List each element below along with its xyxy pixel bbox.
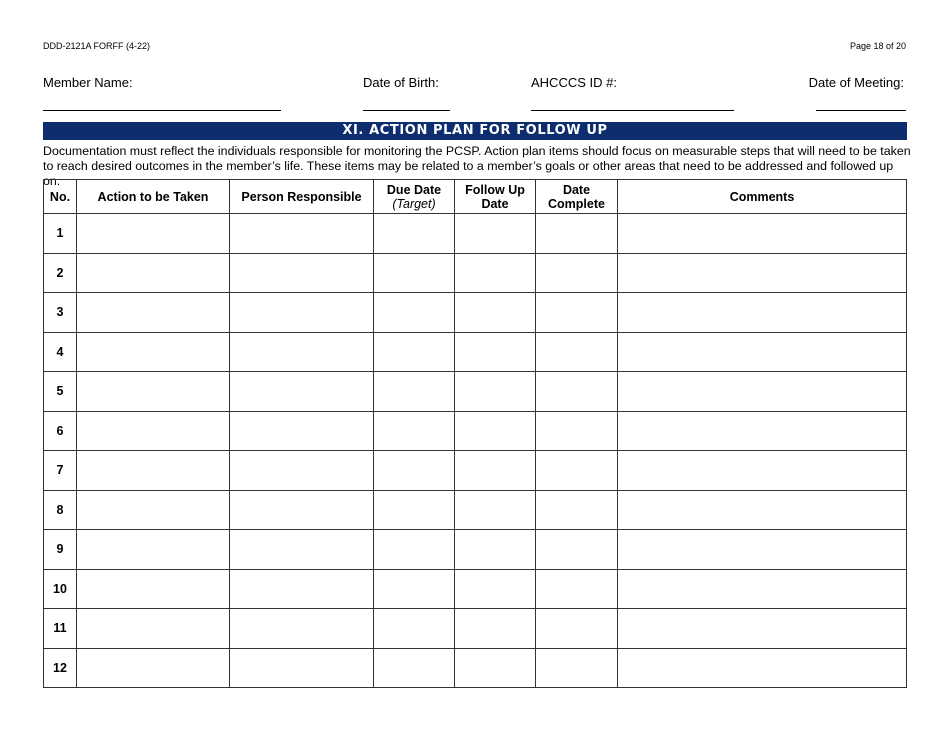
date-complete-cell[interactable]: [536, 648, 618, 688]
col-header-follow-up: [455, 180, 536, 214]
col-header-no: No.: [44, 180, 77, 214]
section-title: XI. ACTION PLAN FOR FOLLOW UP: [43, 122, 907, 140]
row-number: 7: [44, 451, 77, 491]
comments-cell[interactable]: [618, 214, 907, 254]
follow-up-date-cell[interactable]: [455, 253, 536, 293]
date-complete-title-line2: Complete: [548, 196, 605, 211]
due-date-cell[interactable]: [374, 451, 455, 491]
action-cell[interactable]: [77, 530, 230, 570]
follow-up-title-line2: Date: [481, 196, 509, 211]
comments-cell[interactable]: [618, 293, 907, 333]
follow-up-date-cell[interactable]: [455, 569, 536, 609]
row-number: 2: [44, 253, 77, 293]
comments-cell[interactable]: [618, 411, 907, 451]
follow-up-date-cell[interactable]: [455, 648, 536, 688]
member-name-field[interactable]: [43, 110, 281, 111]
follow-up-date-cell[interactable]: [455, 332, 536, 372]
date-of-meeting-field[interactable]: [816, 110, 906, 111]
person-cell[interactable]: [230, 609, 374, 649]
table-row: [44, 332, 907, 372]
ahcccs-id-label: AHCCCS ID #:: [531, 75, 617, 90]
follow-up-date-cell[interactable]: [455, 411, 536, 451]
action-plan-table: [43, 179, 907, 688]
due-date-cell[interactable]: [374, 411, 455, 451]
due-date-cell[interactable]: [374, 569, 455, 609]
person-cell[interactable]: [230, 253, 374, 293]
follow-up-date-cell[interactable]: [455, 490, 536, 530]
comments-cell[interactable]: [618, 609, 907, 649]
row-number: 9: [44, 530, 77, 570]
person-cell[interactable]: [230, 214, 374, 254]
row-number: 12: [44, 648, 77, 688]
person-cell[interactable]: [230, 451, 374, 491]
date-complete-cell[interactable]: [536, 569, 618, 609]
follow-up-title-line1: Follow Up: [465, 182, 525, 197]
date-complete-cell[interactable]: [536, 253, 618, 293]
ahcccs-id-field[interactable]: [531, 110, 734, 111]
col-header-comments: Comments: [618, 180, 907, 214]
form-code: DDD-2121A FORFF (4-22): [43, 41, 151, 51]
due-date-cell[interactable]: [374, 530, 455, 570]
table-header-row: [44, 180, 907, 214]
col-header-action: Action to be Taken: [77, 180, 230, 214]
person-cell[interactable]: [230, 332, 374, 372]
person-cell[interactable]: [230, 648, 374, 688]
date-complete-cell[interactable]: [536, 332, 618, 372]
person-cell[interactable]: [230, 490, 374, 530]
due-date-cell[interactable]: [374, 609, 455, 649]
action-cell[interactable]: [77, 214, 230, 254]
due-date-cell[interactable]: [374, 293, 455, 333]
person-cell[interactable]: [230, 411, 374, 451]
row-number: 5: [44, 372, 77, 412]
date-complete-cell[interactable]: [536, 214, 618, 254]
date-of-birth-label: Date of Birth:: [363, 75, 439, 90]
action-cell[interactable]: [77, 569, 230, 609]
follow-up-date-cell[interactable]: [455, 530, 536, 570]
row-number: 8: [44, 490, 77, 530]
date-complete-cell[interactable]: [536, 293, 618, 333]
date-of-birth-field[interactable]: [363, 110, 450, 111]
due-date-cell[interactable]: [374, 253, 455, 293]
due-date-cell[interactable]: [374, 332, 455, 372]
follow-up-date-cell[interactable]: [455, 372, 536, 412]
row-number: 3: [44, 293, 77, 333]
comments-cell[interactable]: [618, 253, 907, 293]
table-row: [44, 569, 907, 609]
date-complete-cell[interactable]: [536, 490, 618, 530]
table-row: [44, 451, 907, 491]
comments-cell[interactable]: [618, 569, 907, 609]
person-cell[interactable]: [230, 372, 374, 412]
comments-cell[interactable]: [618, 372, 907, 412]
person-cell[interactable]: [230, 530, 374, 570]
follow-up-date-cell[interactable]: [455, 214, 536, 254]
table-row: [44, 411, 907, 451]
col-header-person: Person Responsible: [230, 180, 374, 214]
date-of-meeting-label: Date of Meeting:: [808, 75, 904, 90]
table-row: [44, 530, 907, 570]
due-date-cell[interactable]: [374, 372, 455, 412]
row-number: 10: [44, 569, 77, 609]
table-row: [44, 648, 907, 688]
due-date-subtitle: (Target): [392, 196, 436, 211]
row-number: 4: [44, 332, 77, 372]
col-header-date-complete: [536, 180, 618, 214]
follow-up-date-cell[interactable]: [455, 293, 536, 333]
action-cell[interactable]: [77, 293, 230, 333]
person-cell[interactable]: [230, 293, 374, 333]
table-row: [44, 253, 907, 293]
date-complete-cell[interactable]: [536, 530, 618, 570]
date-complete-cell[interactable]: [536, 411, 618, 451]
due-date-cell[interactable]: [374, 214, 455, 254]
table-row: [44, 372, 907, 412]
row-number: 11: [44, 609, 77, 649]
action-cell[interactable]: [77, 490, 230, 530]
action-cell[interactable]: [77, 372, 230, 412]
action-cell[interactable]: [77, 411, 230, 451]
person-cell[interactable]: [230, 569, 374, 609]
action-cell[interactable]: [77, 609, 230, 649]
comments-cell[interactable]: [618, 530, 907, 570]
comments-cell[interactable]: [618, 332, 907, 372]
member-name-label: Member Name:: [43, 75, 133, 90]
due-date-cell[interactable]: [374, 490, 455, 530]
col-header-due-date: [374, 180, 455, 214]
table-row: [44, 490, 907, 530]
section-instructions: Documentation must reflect the individuals responsible for monitoring the PCSP. Action plan items should focus on measurable steps that will need to be taken to reach desired outcomes in the member’s life. These items may be related to a member’s goals or other areas that need to be addressed and followed up on.: [43, 144, 911, 188]
follow-up-date-cell[interactable]: [455, 609, 536, 649]
row-number: 1: [44, 214, 77, 254]
action-cell[interactable]: [77, 648, 230, 688]
action-cell[interactable]: [77, 253, 230, 293]
date-complete-cell[interactable]: [536, 609, 618, 649]
table-row: [44, 214, 907, 254]
comments-cell[interactable]: [618, 648, 907, 688]
comments-cell[interactable]: [618, 451, 907, 491]
date-complete-cell[interactable]: [536, 372, 618, 412]
date-complete-title-line1: Date: [562, 182, 591, 197]
page-number: Page 18 of 20: [849, 41, 906, 51]
follow-up-date-cell[interactable]: [455, 451, 536, 491]
action-cell[interactable]: [77, 451, 230, 491]
due-date-cell[interactable]: [374, 648, 455, 688]
date-complete-cell[interactable]: [536, 451, 618, 491]
comments-cell[interactable]: [618, 490, 907, 530]
due-date-title: Due Date: [386, 182, 442, 197]
table-row: [44, 609, 907, 649]
row-number: 6: [44, 411, 77, 451]
table-row: [44, 293, 907, 333]
action-cell[interactable]: [77, 332, 230, 372]
